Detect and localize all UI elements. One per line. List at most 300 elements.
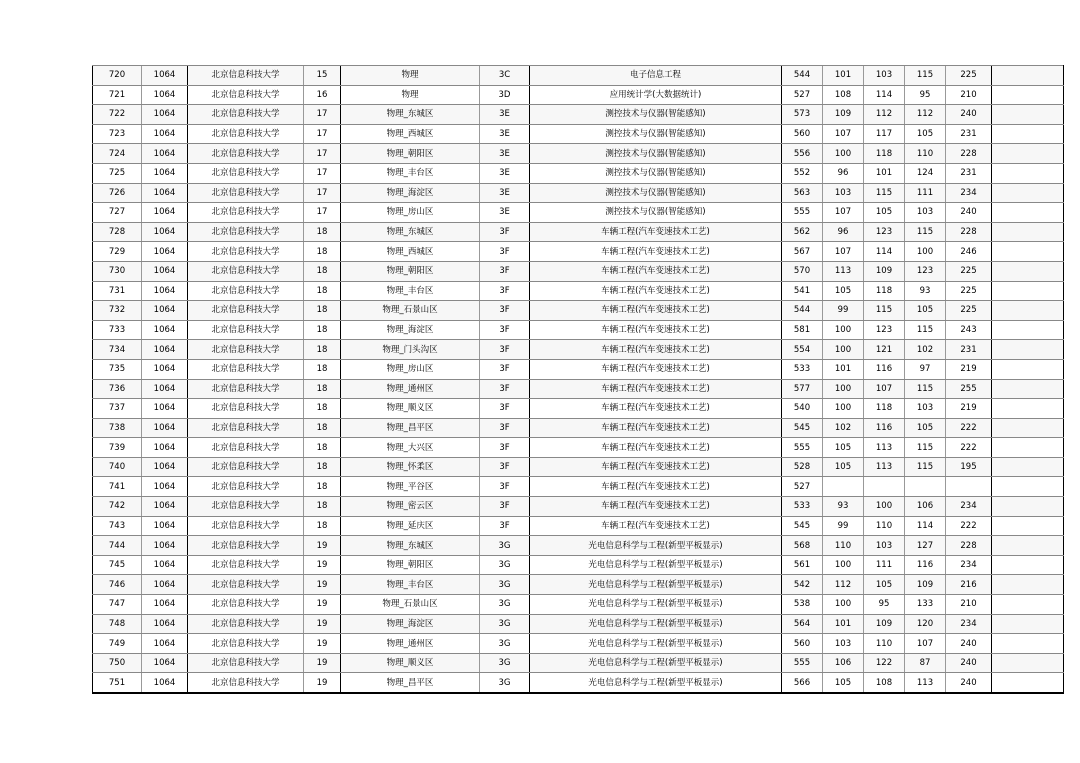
cell-group-code: 17: [304, 124, 341, 144]
cell-major-name: 车辆工程(汽车变速技术工艺): [530, 320, 782, 340]
cell-group-code: 18: [304, 457, 341, 477]
cell-major-name: 车辆工程(汽车变速技术工艺): [530, 457, 782, 477]
cell-subject-district: 物理_朝阳区: [341, 555, 480, 575]
cell-subject-district: 物理_延庆区: [341, 516, 480, 536]
cell-score-chinese: 101: [823, 66, 864, 86]
cell-major-code: 3F: [480, 222, 530, 242]
cell-remarks: [992, 105, 1064, 125]
cell-score-chinese: 107: [823, 242, 864, 262]
cell-score-elective: 231: [946, 124, 992, 144]
table-row: [93, 301, 1064, 321]
cell-group-code: 18: [304, 242, 341, 262]
cell-major-code: 3E: [480, 144, 530, 164]
cell-score-elective: 255: [946, 379, 992, 399]
cell-school-name: 北京信息科技大学: [188, 163, 304, 183]
cell-school-name: 北京信息科技大学: [188, 242, 304, 262]
cell-score-english: 97: [905, 359, 946, 379]
cell-score-elective: 195: [946, 457, 992, 477]
cell-min-score: 573: [782, 105, 823, 125]
cell-row-index: 729: [93, 242, 142, 262]
cell-row-index: 745: [93, 555, 142, 575]
cell-remarks: [992, 477, 1064, 497]
cell-major-code: 3E: [480, 203, 530, 223]
cell-major-name: 车辆工程(汽车变速技术工艺): [530, 242, 782, 262]
cell-major-name: 电子信息工程: [530, 66, 782, 86]
cell-min-score: 533: [782, 359, 823, 379]
cell-remarks: [992, 301, 1064, 321]
cell-remarks: [992, 340, 1064, 360]
cell-subject-district: 物理_顺义区: [341, 653, 480, 673]
cell-score-english: 115: [905, 457, 946, 477]
cell-remarks: [992, 497, 1064, 517]
cell-group-code: 18: [304, 359, 341, 379]
cell-subject-district: 物理_朝阳区: [341, 144, 480, 164]
cell-major-name: 光电信息科学与工程(新型平板显示): [530, 634, 782, 654]
cell-score-math: 109: [864, 261, 905, 281]
cell-school-name: 北京信息科技大学: [188, 595, 304, 615]
cell-subject-district: 物理_东城区: [341, 105, 480, 125]
cell-score-math: 103: [864, 536, 905, 556]
cell-school-code: 1064: [142, 673, 188, 693]
cell-school-code: 1064: [142, 653, 188, 673]
cell-school-code: 1064: [142, 379, 188, 399]
cell-score-elective: 234: [946, 497, 992, 517]
cell-min-score: 538: [782, 595, 823, 615]
table-row: [93, 516, 1064, 536]
cell-group-code: 18: [304, 497, 341, 517]
cell-remarks: [992, 124, 1064, 144]
cell-school-name: 北京信息科技大学: [188, 105, 304, 125]
cell-row-index: 750: [93, 653, 142, 673]
cell-major-code: 3F: [480, 320, 530, 340]
cell-min-score: 581: [782, 320, 823, 340]
cell-school-code: 1064: [142, 614, 188, 634]
cell-subject-district: 物理_大兴区: [341, 438, 480, 458]
cell-major-code: 3F: [480, 281, 530, 301]
cell-group-code: 17: [304, 144, 341, 164]
cell-group-code: 19: [304, 653, 341, 673]
cell-major-code: 3C: [480, 66, 530, 86]
cell-major-name: 车辆工程(汽车变速技术工艺): [530, 477, 782, 497]
cell-major-name: 测控技术与仪器(智能感知): [530, 203, 782, 223]
cell-school-name: 北京信息科技大学: [188, 359, 304, 379]
cell-score-elective: 240: [946, 673, 992, 693]
cell-score-elective: 243: [946, 320, 992, 340]
cell-major-name: 车辆工程(汽车变速技术工艺): [530, 301, 782, 321]
cell-subject-district: 物理_房山区: [341, 203, 480, 223]
cell-subject-district: 物理_东城区: [341, 222, 480, 242]
cell-major-name: 车辆工程(汽车变速技术工艺): [530, 222, 782, 242]
cell-school-name: 北京信息科技大学: [188, 66, 304, 86]
cell-score-chinese: 110: [823, 536, 864, 556]
cell-score-chinese: [823, 477, 864, 497]
cell-major-name: 车辆工程(汽车变速技术工艺): [530, 438, 782, 458]
cell-score-english: 115: [905, 320, 946, 340]
cell-remarks: [992, 634, 1064, 654]
cell-score-chinese: 99: [823, 301, 864, 321]
cell-score-math: 110: [864, 634, 905, 654]
cell-score-english: 100: [905, 242, 946, 262]
cell-major-code: 3F: [480, 359, 530, 379]
cell-group-code: 18: [304, 301, 341, 321]
cell-remarks: [992, 595, 1064, 615]
cell-score-chinese: 105: [823, 673, 864, 693]
cell-min-score: 540: [782, 399, 823, 419]
cell-major-code: 3E: [480, 163, 530, 183]
table-row: [93, 673, 1064, 693]
cell-school-name: 北京信息科技大学: [188, 203, 304, 223]
table-body: [93, 66, 1064, 694]
cell-row-index: 722: [93, 105, 142, 125]
cell-score-chinese: 100: [823, 595, 864, 615]
cell-subject-district: 物理_海淀区: [341, 614, 480, 634]
cell-subject-district: 物理_密云区: [341, 497, 480, 517]
cell-school-code: 1064: [142, 105, 188, 125]
cell-score-chinese: 106: [823, 653, 864, 673]
cell-school-code: 1064: [142, 222, 188, 242]
cell-major-code: 3E: [480, 124, 530, 144]
table-row: [93, 281, 1064, 301]
cell-score-chinese: 107: [823, 124, 864, 144]
table-row: [93, 203, 1064, 223]
cell-score-elective: 222: [946, 418, 992, 438]
cell-remarks: [992, 144, 1064, 164]
admission-score-table: [92, 65, 1064, 694]
cell-score-math: 121: [864, 340, 905, 360]
cell-major-code: 3G: [480, 634, 530, 654]
cell-score-chinese: 100: [823, 340, 864, 360]
cell-score-chinese: 100: [823, 320, 864, 340]
table-row: [93, 359, 1064, 379]
cell-group-code: 18: [304, 222, 341, 242]
cell-school-name: 北京信息科技大学: [188, 301, 304, 321]
cell-score-elective: 240: [946, 634, 992, 654]
cell-group-code: 18: [304, 281, 341, 301]
cell-major-name: 光电信息科学与工程(新型平板显示): [530, 555, 782, 575]
cell-major-code: 3F: [480, 497, 530, 517]
cell-score-chinese: 103: [823, 183, 864, 203]
cell-group-code: 17: [304, 163, 341, 183]
cell-subject-district: 物理_怀柔区: [341, 457, 480, 477]
cell-score-english: 115: [905, 379, 946, 399]
cell-score-math: 109: [864, 614, 905, 634]
cell-major-code: 3F: [480, 261, 530, 281]
cell-major-name: 车辆工程(汽车变速技术工艺): [530, 261, 782, 281]
cell-row-index: 751: [93, 673, 142, 693]
cell-score-elective: [946, 477, 992, 497]
cell-score-math: 123: [864, 320, 905, 340]
cell-remarks: [992, 203, 1064, 223]
cell-min-score: 555: [782, 653, 823, 673]
cell-score-elective: 219: [946, 359, 992, 379]
cell-school-code: 1064: [142, 85, 188, 105]
cell-group-code: 18: [304, 477, 341, 497]
cell-score-elective: 228: [946, 144, 992, 164]
cell-major-code: 3F: [480, 301, 530, 321]
cell-score-math: 114: [864, 242, 905, 262]
cell-subject-district: 物理_通州区: [341, 634, 480, 654]
cell-row-index: 730: [93, 261, 142, 281]
table-row: [93, 261, 1064, 281]
cell-score-math: 115: [864, 301, 905, 321]
cell-min-score: 555: [782, 438, 823, 458]
cell-score-math: 101: [864, 163, 905, 183]
cell-score-english: 103: [905, 399, 946, 419]
cell-major-code: 3F: [480, 438, 530, 458]
cell-remarks: [992, 536, 1064, 556]
cell-row-index: 749: [93, 634, 142, 654]
cell-min-score: 556: [782, 144, 823, 164]
cell-row-index: 739: [93, 438, 142, 458]
cell-subject-district: 物理_丰台区: [341, 163, 480, 183]
table-row: [93, 222, 1064, 242]
cell-min-score: 527: [782, 477, 823, 497]
cell-subject-district: 物理_朝阳区: [341, 261, 480, 281]
cell-min-score: 577: [782, 379, 823, 399]
cell-major-name: 光电信息科学与工程(新型平板显示): [530, 673, 782, 693]
cell-remarks: [992, 163, 1064, 183]
cell-school-name: 北京信息科技大学: [188, 555, 304, 575]
cell-remarks: [992, 359, 1064, 379]
cell-score-math: 108: [864, 673, 905, 693]
cell-score-math: 105: [864, 203, 905, 223]
cell-min-score: 533: [782, 497, 823, 517]
cell-major-code: 3F: [480, 477, 530, 497]
cell-row-index: 727: [93, 203, 142, 223]
cell-score-elective: 231: [946, 340, 992, 360]
cell-major-name: 车辆工程(汽车变速技术工艺): [530, 379, 782, 399]
cell-school-code: 1064: [142, 301, 188, 321]
cell-remarks: [992, 673, 1064, 693]
cell-major-name: 测控技术与仪器(智能感知): [530, 105, 782, 125]
cell-school-code: 1064: [142, 242, 188, 262]
cell-score-chinese: 112: [823, 575, 864, 595]
cell-school-code: 1064: [142, 203, 188, 223]
cell-score-english: 124: [905, 163, 946, 183]
cell-subject-district: 物理_石景山区: [341, 595, 480, 615]
cell-score-math: 115: [864, 183, 905, 203]
cell-school-name: 北京信息科技大学: [188, 418, 304, 438]
cell-school-code: 1064: [142, 340, 188, 360]
cell-remarks: [992, 555, 1064, 575]
cell-min-score: 541: [782, 281, 823, 301]
table-row: [93, 105, 1064, 125]
cell-school-name: 北京信息科技大学: [188, 653, 304, 673]
cell-major-code: 3G: [480, 555, 530, 575]
cell-score-chinese: 100: [823, 379, 864, 399]
cell-min-score: 545: [782, 516, 823, 536]
cell-row-index: 740: [93, 457, 142, 477]
cell-score-chinese: 102: [823, 418, 864, 438]
cell-score-chinese: 100: [823, 555, 864, 575]
cell-min-score: 560: [782, 124, 823, 144]
cell-score-math: 103: [864, 66, 905, 86]
cell-school-code: 1064: [142, 438, 188, 458]
cell-score-chinese: 99: [823, 516, 864, 536]
cell-major-name: 光电信息科学与工程(新型平板显示): [530, 575, 782, 595]
cell-row-index: 738: [93, 418, 142, 438]
table-row: [93, 183, 1064, 203]
cell-school-code: 1064: [142, 66, 188, 86]
cell-major-name: 车辆工程(汽车变速技术工艺): [530, 359, 782, 379]
cell-row-index: 720: [93, 66, 142, 86]
cell-major-code: 3G: [480, 653, 530, 673]
table-row: [93, 634, 1064, 654]
cell-score-english: 111: [905, 183, 946, 203]
cell-school-name: 北京信息科技大学: [188, 673, 304, 693]
cell-school-code: 1064: [142, 320, 188, 340]
table-row: [93, 340, 1064, 360]
cell-school-code: 1064: [142, 399, 188, 419]
cell-score-elective: 225: [946, 261, 992, 281]
cell-remarks: [992, 457, 1064, 477]
cell-school-code: 1064: [142, 595, 188, 615]
cell-score-math: 118: [864, 144, 905, 164]
cell-major-code: 3G: [480, 575, 530, 595]
cell-score-english: 120: [905, 614, 946, 634]
cell-score-elective: 240: [946, 653, 992, 673]
cell-score-math: 111: [864, 555, 905, 575]
cell-score-english: 123: [905, 261, 946, 281]
cell-major-name: 车辆工程(汽车变速技术工艺): [530, 418, 782, 438]
cell-row-index: 744: [93, 536, 142, 556]
cell-remarks: [992, 614, 1064, 634]
cell-row-index: 733: [93, 320, 142, 340]
cell-score-english: 102: [905, 340, 946, 360]
cell-score-chinese: 100: [823, 144, 864, 164]
cell-school-name: 北京信息科技大学: [188, 438, 304, 458]
cell-school-code: 1064: [142, 516, 188, 536]
cell-major-code: 3G: [480, 614, 530, 634]
cell-score-math: 118: [864, 399, 905, 419]
table-row: [93, 124, 1064, 144]
cell-remarks: [992, 222, 1064, 242]
cell-score-math: [864, 477, 905, 497]
cell-subject-district: 物理_平谷区: [341, 477, 480, 497]
cell-row-index: 737: [93, 399, 142, 419]
cell-score-math: 95: [864, 595, 905, 615]
cell-score-chinese: 101: [823, 614, 864, 634]
cell-subject-district: 物理_丰台区: [341, 281, 480, 301]
cell-school-code: 1064: [142, 124, 188, 144]
cell-score-english: 116: [905, 555, 946, 575]
cell-major-name: 车辆工程(汽车变速技术工艺): [530, 399, 782, 419]
table-row: [93, 379, 1064, 399]
cell-school-name: 北京信息科技大学: [188, 457, 304, 477]
table-row: [93, 497, 1064, 517]
cell-score-english: 95: [905, 85, 946, 105]
table-row: [93, 163, 1064, 183]
cell-score-elective: 228: [946, 222, 992, 242]
cell-remarks: [992, 418, 1064, 438]
cell-subject-district: 物理_房山区: [341, 359, 480, 379]
cell-subject-district: 物理_通州区: [341, 379, 480, 399]
cell-row-index: 746: [93, 575, 142, 595]
cell-remarks: [992, 516, 1064, 536]
cell-row-index: 736: [93, 379, 142, 399]
cell-school-code: 1064: [142, 477, 188, 497]
cell-subject-district: 物理_石景山区: [341, 301, 480, 321]
cell-score-english: 115: [905, 438, 946, 458]
cell-score-chinese: 96: [823, 163, 864, 183]
cell-row-index: 734: [93, 340, 142, 360]
cell-school-name: 北京信息科技大学: [188, 614, 304, 634]
cell-min-score: 560: [782, 634, 823, 654]
cell-score-math: 113: [864, 438, 905, 458]
cell-score-elective: 216: [946, 575, 992, 595]
cell-score-chinese: 105: [823, 457, 864, 477]
cell-min-score: 552: [782, 163, 823, 183]
cell-score-math: 113: [864, 457, 905, 477]
cell-major-code: 3F: [480, 457, 530, 477]
cell-score-elective: 231: [946, 163, 992, 183]
cell-remarks: [992, 261, 1064, 281]
cell-score-english: 93: [905, 281, 946, 301]
table-row: [93, 555, 1064, 575]
cell-group-code: 19: [304, 575, 341, 595]
cell-score-elective: 219: [946, 399, 992, 419]
cell-school-name: 北京信息科技大学: [188, 222, 304, 242]
cell-school-code: 1064: [142, 183, 188, 203]
cell-score-english: [905, 477, 946, 497]
cell-subject-district: 物理_门头沟区: [341, 340, 480, 360]
cell-school-name: 北京信息科技大学: [188, 261, 304, 281]
cell-remarks: [992, 653, 1064, 673]
cell-min-score: 566: [782, 673, 823, 693]
cell-school-code: 1064: [142, 575, 188, 595]
cell-score-elective: 240: [946, 105, 992, 125]
cell-row-index: 741: [93, 477, 142, 497]
cell-score-english: 107: [905, 634, 946, 654]
table-row: [93, 85, 1064, 105]
cell-major-code: 3G: [480, 673, 530, 693]
cell-group-code: 19: [304, 536, 341, 556]
cell-group-code: 17: [304, 203, 341, 223]
table-row: [93, 418, 1064, 438]
cell-row-index: 721: [93, 85, 142, 105]
cell-major-code: 3F: [480, 340, 530, 360]
cell-major-name: 光电信息科学与工程(新型平板显示): [530, 614, 782, 634]
cell-score-elective: 225: [946, 66, 992, 86]
cell-school-code: 1064: [142, 536, 188, 556]
cell-score-math: 116: [864, 359, 905, 379]
cell-group-code: 19: [304, 634, 341, 654]
cell-score-english: 114: [905, 516, 946, 536]
table-row: [93, 320, 1064, 340]
cell-major-name: 测控技术与仪器(智能感知): [530, 163, 782, 183]
cell-score-math: 107: [864, 379, 905, 399]
cell-score-math: 110: [864, 516, 905, 536]
cell-min-score: 528: [782, 457, 823, 477]
cell-group-code: 18: [304, 418, 341, 438]
cell-score-chinese: 96: [823, 222, 864, 242]
cell-school-name: 北京信息科技大学: [188, 183, 304, 203]
cell-group-code: 18: [304, 516, 341, 536]
cell-score-elective: 225: [946, 301, 992, 321]
cell-score-english: 113: [905, 673, 946, 693]
cell-school-name: 北京信息科技大学: [188, 516, 304, 536]
cell-school-name: 北京信息科技大学: [188, 634, 304, 654]
cell-school-name: 北京信息科技大学: [188, 144, 304, 164]
cell-remarks: [992, 66, 1064, 86]
table-row: [93, 575, 1064, 595]
cell-score-english: 105: [905, 124, 946, 144]
cell-group-code: 17: [304, 183, 341, 203]
cell-min-score: 542: [782, 575, 823, 595]
cell-score-elective: 234: [946, 555, 992, 575]
cell-remarks: [992, 85, 1064, 105]
cell-subject-district: 物理_昌平区: [341, 418, 480, 438]
